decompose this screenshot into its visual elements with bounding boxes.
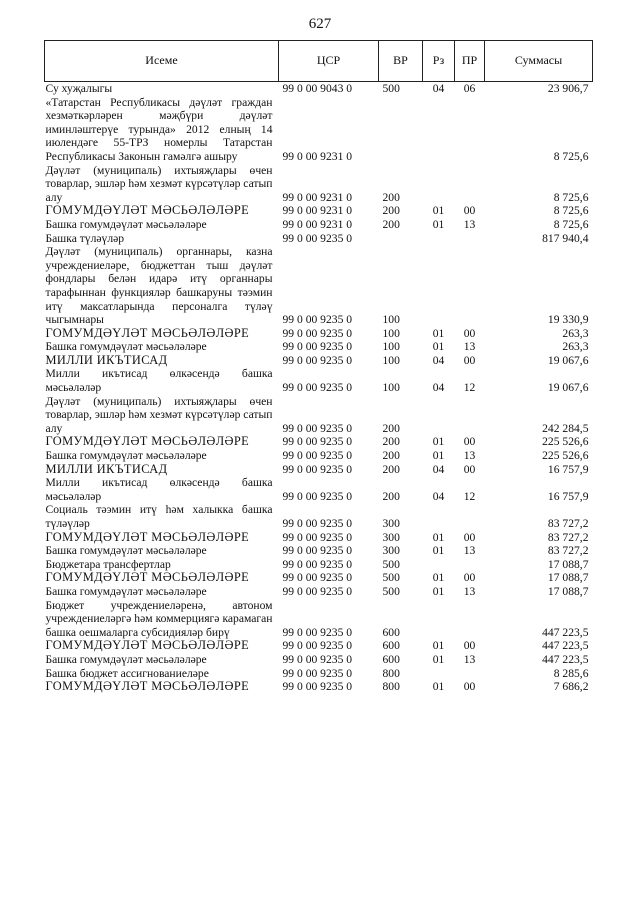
row-rz: 01 <box>432 204 445 218</box>
row-rz: 01 <box>432 530 445 544</box>
row-rz <box>423 503 455 530</box>
row-sum: 19 330,9 <box>547 313 589 327</box>
row-rz: 01 <box>432 340 445 354</box>
row-csr: 99 0 00 9235 0 <box>282 680 353 694</box>
row-csr: 99 0 00 9235 0 <box>282 571 353 585</box>
row-pr <box>455 245 485 327</box>
row-sum: 263,3 <box>562 326 589 340</box>
table-row <box>45 599 593 640</box>
row-csr: 99 0 00 9235 0 <box>282 231 353 245</box>
table-row <box>45 327 593 341</box>
row-sum: 83 727,2 <box>547 544 589 558</box>
col-header-rz: Рз <box>423 41 455 82</box>
row-sum: 16 757,9 <box>547 462 589 476</box>
row-vr: 100 <box>382 313 400 327</box>
page-number: 627 <box>308 16 332 32</box>
row-pr: 00 <box>463 571 476 585</box>
row-csr: 99 0 00 9235 0 <box>282 313 353 327</box>
row-name: ГОМУМДӘҮЛӘТ МӘСЬӘЛӘЛӘРЕ <box>45 529 250 544</box>
row-sum: 447 223,5 <box>542 652 589 666</box>
table-body <box>45 82 593 694</box>
row-name: Башка гомумдәүләт мәсьәләләре <box>45 449 207 463</box>
row-name: ГОМУМДӘҮЛӘТ МӘСЬӘЛӘЛӘРЕ <box>45 203 250 218</box>
row-name: Милли икътисад өлкәсендә башка мәсьәләләр <box>45 367 273 395</box>
row-name: Бюджет учреждениеләренә, автоном учреждениеләргә һәм коммерциягә карамаган башка оешмаларга субсидияләр бирү <box>45 598 273 639</box>
row-rz: 01 <box>432 571 445 585</box>
row-vr: 600 <box>382 639 400 653</box>
table-row <box>45 558 593 572</box>
row-csr: 99 0 00 9231 0 <box>282 190 353 204</box>
row-name: «Татарстан Республикасы дәүләт граждан хезмәткәрләрен мәҗбүри дәүләт иминләштерүе турында» 2012 елның 14 июлендәге 55-ТРЗ номерлы Татарстан Республикасы Законын гамәлгә ашыру <box>45 95 273 163</box>
table-row <box>45 340 593 354</box>
col-header-sum: Суммасы <box>485 41 593 82</box>
row-rz: 04 <box>432 462 445 476</box>
row-vr: 200 <box>382 435 400 449</box>
row-name: ГОМУМДӘҮЛӘТ МӘСЬӘЛӘЛӘРЕ <box>45 679 250 694</box>
table-row <box>45 395 593 436</box>
row-pr <box>455 96 485 164</box>
table-row <box>45 449 593 463</box>
row-rz: 04 <box>432 489 445 503</box>
row-vr: 500 <box>382 557 400 571</box>
row-pr: 13 <box>463 449 476 463</box>
row-name: ГОМУМДӘҮЛӘТ МӘСЬӘЛӘЛӘРЕ <box>45 638 250 653</box>
row-csr: 99 0 00 9235 0 <box>282 517 353 530</box>
row-rz: 01 <box>432 217 445 231</box>
row-pr <box>455 503 485 530</box>
row-rz: 04 <box>432 381 445 395</box>
table-row <box>45 503 593 530</box>
row-pr: 00 <box>463 353 476 367</box>
table-row <box>45 218 593 232</box>
row-sum: 8 725,6 <box>553 149 589 163</box>
table-row <box>45 435 593 449</box>
row-sum: 8 725,6 <box>553 204 589 218</box>
table-row <box>45 667 593 681</box>
row-rz <box>423 96 455 164</box>
table-row <box>45 204 593 218</box>
row-vr: 600 <box>382 625 400 639</box>
row-csr: 99 0 00 9235 0 <box>282 584 353 598</box>
row-vr: 100 <box>382 326 400 340</box>
table-row <box>45 531 593 545</box>
row-csr: 99 0 00 9235 0 <box>282 625 353 639</box>
row-name: МИЛЛИ ИКЪТИСАД <box>45 352 168 367</box>
row-rz <box>423 558 455 572</box>
row-pr: 00 <box>463 326 476 340</box>
row-csr: 99 0 00 9231 0 <box>282 217 353 231</box>
row-csr: 99 0 00 9231 0 <box>282 204 353 218</box>
row-csr: 99 0 00 9235 0 <box>282 639 353 653</box>
row-csr: 99 0 00 9235 0 <box>282 489 353 503</box>
row-name: Башка гомумдәүләт мәсьәләләре <box>45 584 207 598</box>
row-csr: 99 0 00 9231 0 <box>282 149 353 163</box>
row-vr: 500 <box>382 82 400 95</box>
row-pr: 00 <box>463 435 476 449</box>
row-rz <box>423 245 455 327</box>
row-vr: 500 <box>382 584 400 598</box>
row-sum: 83 727,2 <box>547 517 589 530</box>
row-sum: 225 526,6 <box>542 435 589 449</box>
row-rz <box>423 667 455 681</box>
row-pr: 13 <box>463 217 476 231</box>
table-row <box>45 653 593 667</box>
row-vr: 100 <box>382 340 400 354</box>
row-rz: 01 <box>432 639 445 653</box>
row-rz: 01 <box>432 449 445 463</box>
row-vr: 200 <box>382 421 400 435</box>
row-vr: 200 <box>382 217 400 231</box>
row-sum: 7 686,2 <box>553 680 589 694</box>
row-sum: 447 223,5 <box>542 625 589 639</box>
row-name: МИЛЛИ ИКЪТИСАД <box>45 461 168 476</box>
row-rz <box>423 164 455 205</box>
row-csr: 99 0 00 9235 0 <box>282 544 353 558</box>
table-row <box>45 571 593 585</box>
row-sum: 17 088,7 <box>547 584 589 598</box>
row-vr: 800 <box>382 680 400 694</box>
row-pr: 00 <box>463 680 476 694</box>
row-name: Башка түләүләр <box>45 231 125 245</box>
row-vr: 200 <box>382 204 400 218</box>
table-row <box>45 245 593 327</box>
row-vr: 800 <box>382 666 400 680</box>
row-name: Башка гомумдәүләт мәсьәләләре <box>45 652 207 666</box>
row-vr: 300 <box>382 530 400 544</box>
row-name: Башка бюджет ассигнованиеләре <box>45 666 209 680</box>
row-name: Башка гомумдәүләт мәсьәләләре <box>45 217 207 231</box>
row-name: ГОМУМДӘҮЛӘТ МӘСЬӘЛӘЛӘРЕ <box>45 434 250 449</box>
table-row <box>45 82 593 96</box>
row-pr: 13 <box>463 544 476 558</box>
row-sum: 19 067,6 <box>547 353 589 367</box>
row-vr: 100 <box>382 353 400 367</box>
table-row <box>45 639 593 653</box>
row-sum: 242 284,5 <box>542 421 589 435</box>
row-csr: 99 0 00 9235 0 <box>282 462 353 476</box>
row-name: Социаль тәэмин итү һәм халыкка башка түләүләр <box>45 503 273 530</box>
row-name: Милли икътисад өлкәсендә башка мәсьәләләр <box>45 476 273 503</box>
table-row <box>45 463 593 477</box>
row-name: Башка гомумдәүләт мәсьәләләре <box>45 340 207 354</box>
row-pr: 00 <box>463 204 476 218</box>
row-name: Башка гомумдәүләт мәсьәләләре <box>45 544 207 558</box>
row-sum: 17 088,7 <box>547 557 589 571</box>
row-csr: 99 0 00 9235 0 <box>282 530 353 544</box>
row-rz: 04 <box>432 82 445 95</box>
row-csr: 99 0 00 9235 0 <box>282 326 353 340</box>
table-row <box>45 354 593 368</box>
table-row <box>45 164 593 205</box>
row-vr: 600 <box>382 652 400 666</box>
row-rz <box>423 599 455 640</box>
row-name: Дәүләт (муниципаль) ихтыяҗлары өчен товарлар, эшләр һәм хезмәт күрсәтүләр сатып алу <box>45 394 273 435</box>
row-vr <box>379 96 423 164</box>
row-csr: 99 0 00 9235 0 <box>282 666 353 680</box>
row-csr: 99 0 00 9235 0 <box>282 652 353 666</box>
row-vr: 500 <box>382 571 400 585</box>
table-row <box>45 476 593 503</box>
row-vr: 200 <box>382 190 400 204</box>
col-header-vr: ВР <box>379 41 423 82</box>
row-pr: 12 <box>463 381 476 395</box>
row-csr: 99 0 00 9235 0 <box>282 353 353 367</box>
row-pr <box>455 395 485 436</box>
row-rz: 01 <box>432 584 445 598</box>
row-vr: 100 <box>382 381 400 395</box>
row-csr: 99 0 00 9235 0 <box>282 340 353 354</box>
row-pr: 13 <box>463 584 476 598</box>
row-pr: 06 <box>463 82 476 95</box>
row-csr: 99 0 00 9235 0 <box>282 557 353 571</box>
row-sum: 225 526,6 <box>542 449 589 463</box>
row-pr: 13 <box>463 652 476 666</box>
row-csr: 99 0 00 9043 0 <box>282 82 353 95</box>
row-rz: 04 <box>432 353 445 367</box>
row-name: ГОМУМДӘҮЛӘТ МӘСЬӘЛӘЛӘРЕ <box>45 570 250 585</box>
row-sum: 23 906,7 <box>547 82 589 95</box>
row-pr <box>455 667 485 681</box>
row-sum: 8 725,6 <box>553 217 589 231</box>
row-sum: 8 285,6 <box>553 666 589 680</box>
row-name: Дәүләт (муниципаль) ихтыяҗлары өчен товарлар, эшләр һәм хезмәт күрсәтүләр сатып алу <box>45 163 273 204</box>
budget-table <box>44 40 593 694</box>
row-vr: 300 <box>382 517 400 530</box>
row-vr: 200 <box>382 462 400 476</box>
row-pr <box>455 232 485 246</box>
table-row <box>45 232 593 246</box>
row-sum: 8 725,6 <box>553 190 589 204</box>
row-sum: 83 727,2 <box>547 530 589 544</box>
col-header-name: Исеме <box>45 41 279 82</box>
table-row <box>45 367 593 394</box>
row-sum: 447 223,5 <box>542 639 589 653</box>
table-row <box>45 585 593 599</box>
row-pr: 12 <box>463 489 476 503</box>
row-rz: 01 <box>432 652 445 666</box>
row-pr <box>455 599 485 640</box>
row-sum: 817 940,4 <box>542 231 589 245</box>
col-header-pr: ПР <box>455 41 485 82</box>
row-pr: 00 <box>463 462 476 476</box>
row-sum: 19 067,6 <box>547 381 589 395</box>
row-rz: 01 <box>432 326 445 340</box>
row-vr: 200 <box>382 489 400 503</box>
row-pr: 00 <box>463 530 476 544</box>
row-rz: 01 <box>432 435 445 449</box>
row-vr <box>379 232 423 246</box>
table-row <box>45 680 593 694</box>
row-rz <box>423 395 455 436</box>
row-name: Бюджетара трансфертлар <box>45 557 171 571</box>
row-pr: 13 <box>463 340 476 354</box>
row-sum: 263,3 <box>562 340 589 354</box>
row-vr: 300 <box>382 544 400 558</box>
row-name: Дәүләт (муниципаль) органнары, казна учреждениеләре, бюджеттан тыш дәүләт фондлары белән идарә итү органнары тарафыннан функцияләр башкаруны тәэмин итү максатларында персоналга түләү чыгымнары <box>45 245 273 327</box>
row-rz <box>423 232 455 246</box>
row-name: ГОМУМДӘҮЛӘТ МӘСЬӘЛӘЛӘРЕ <box>45 325 250 340</box>
row-sum: 17 088,7 <box>547 571 589 585</box>
row-vr: 200 <box>382 449 400 463</box>
row-pr <box>455 558 485 572</box>
table-header-row <box>45 41 593 82</box>
row-csr: 99 0 00 9235 0 <box>282 449 353 463</box>
row-pr: 00 <box>463 639 476 653</box>
table-row <box>45 544 593 558</box>
col-header-csr: ЦСР <box>279 41 379 82</box>
row-name: Су хуҗалыгы <box>45 82 113 95</box>
row-pr <box>455 164 485 205</box>
row-csr: 99 0 00 9235 0 <box>282 435 353 449</box>
row-sum: 16 757,9 <box>547 489 589 503</box>
row-rz: 01 <box>432 544 445 558</box>
row-csr: 99 0 00 9235 0 <box>282 421 353 435</box>
row-csr: 99 0 00 9235 0 <box>282 381 353 395</box>
table-row <box>45 96 593 164</box>
row-rz: 01 <box>432 680 445 694</box>
